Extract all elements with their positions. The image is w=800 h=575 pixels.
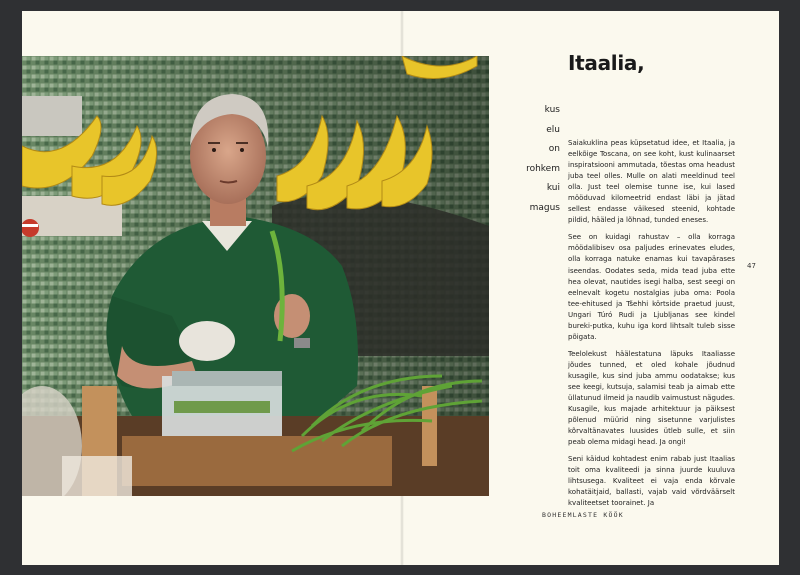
side-word: elu <box>546 124 560 135</box>
chapter-title: Itaalia, <box>568 51 645 75</box>
paragraph: Saiakuklina peas küpsetatud idee, et Itaalia, ja eelkõige Toscana, on see koht, kust kulinaarset inspiratsiooni ammutada, tõestas oma headust juba teel olles. Mulle on alati meeldinud teel olla. Just teel olemise tunne ise, kui lased mööduvad kilomeetrid endast läbi ja jätad sellest endasse väikesed steenid, kohtade pildid, hääled ja lõhnad, tunded eneses. <box>568 139 735 225</box>
market-photo <box>22 56 489 496</box>
paragraph: See on kuidagi rahustav – olla korraga möödalibisev osa paljudes erinevates eludes, olla korraga natuke enamas kui tavapärases iseendas. Oodates seda, mida tead juba ette hea olevat, nautides isegi halba, sest seegi on eelnevalt kogetu nostalgias juba oma: Poola tee-ehitused ja Tšehhi körtside praetud juust, Ungari Túró Rudi ja Ljubljanas see kindel bureki-putka, kuhu iga kord lihtsalt tuleb sisse põigata. <box>568 233 735 341</box>
side-words <box>502 101 560 218</box>
paragraph: Teelolekust häälestatuna läpuks Itaaliasse jõudes tunned, et oled kohale jõudnud kusagile, kus sind juba ammu oodatakse; kus see keegi, kutsuja, salamisi teab ja aimab ette üllatunud ilmeid ja naudib vaimustust nägudes. Kusagile, kus majade arhitektuur ja päiksest põlenud müürid ning sisetunne varjulistes kõrvaltänavates luusides ütleb sulle, et siin peab olema midagi head. Ja ongi! <box>568 349 735 447</box>
side-word: magus <box>529 202 560 213</box>
running-footer: BOHEEMLASTE KÖÖK <box>542 511 624 519</box>
page-number: 47 <box>747 262 756 270</box>
side-word: kui <box>546 183 560 193</box>
side-word: rohkem <box>526 163 560 174</box>
side-word: kus <box>544 105 560 115</box>
side-word: on <box>548 144 560 154</box>
paragraph: Seni käidud kohtadest enim rabab just Itaalias toit oma kvaliteedi ja sinna juurde kuuluva lihtsusega. Kvaliteet ei vaja enda kõrvale kohatäitjaid, ballasti, vajab vaid võrdväärselt kvaliteetset toorainet. Ja <box>568 455 735 508</box>
body-text <box>568 138 735 516</box>
book-spread <box>22 11 779 565</box>
